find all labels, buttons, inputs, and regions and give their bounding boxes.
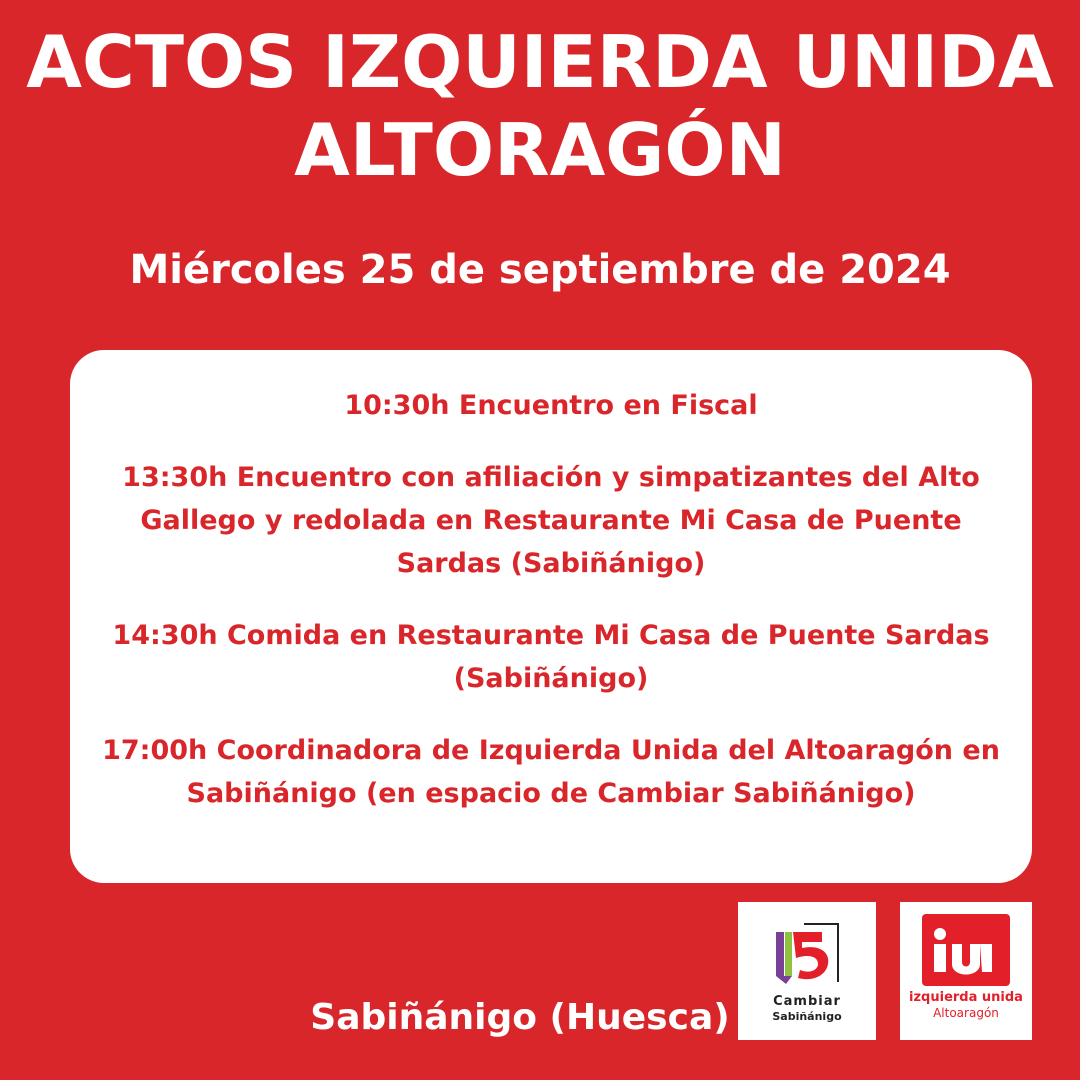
title-line-2: ALTORAGÓN — [294, 108, 786, 192]
iu-altoaragon-logo — [900, 902, 1032, 1040]
schedule-card — [70, 350, 1032, 883]
event-date: Miércoles 25 de septiembre de 2024 — [129, 247, 951, 293]
location-label: Sabiñánigo (Huesca) — [310, 997, 730, 1038]
event-item: 14:30h Comida en Restaurante Mi Casa de Puente Sardas (Sabiñánigo) — [112, 620, 990, 694]
iu-logo-line-1: izquierda unida — [909, 990, 1023, 1005]
event-item: 17:00h Coordinadora de Izquierda Unida del Altoaragón en Sabiñánigo (en espacio de Cambiar Sabiñánigo) — [102, 735, 1000, 809]
cambiar-logo-line-1: Cambiar — [773, 994, 841, 1009]
poster-title — [0, 18, 1080, 194]
event-item: 13:30h Encuentro con afiliación y simpatizantes del Alto Gallego y redolada en Restaurante Mi Casa de Puente Sardas (Sabiñánigo) — [122, 462, 980, 579]
title-line-1: ACTOS IZQUIERDA UNIDA — [26, 20, 1054, 104]
iu-logo-line-2: Altoaragón — [933, 1006, 999, 1020]
event-item: 10:30h Encuentro en Fiscal — [344, 390, 758, 421]
cambiar-sabinanigo-logo — [738, 902, 876, 1040]
cambiar-logo-line-2: Sabiñánigo — [772, 1010, 842, 1023]
